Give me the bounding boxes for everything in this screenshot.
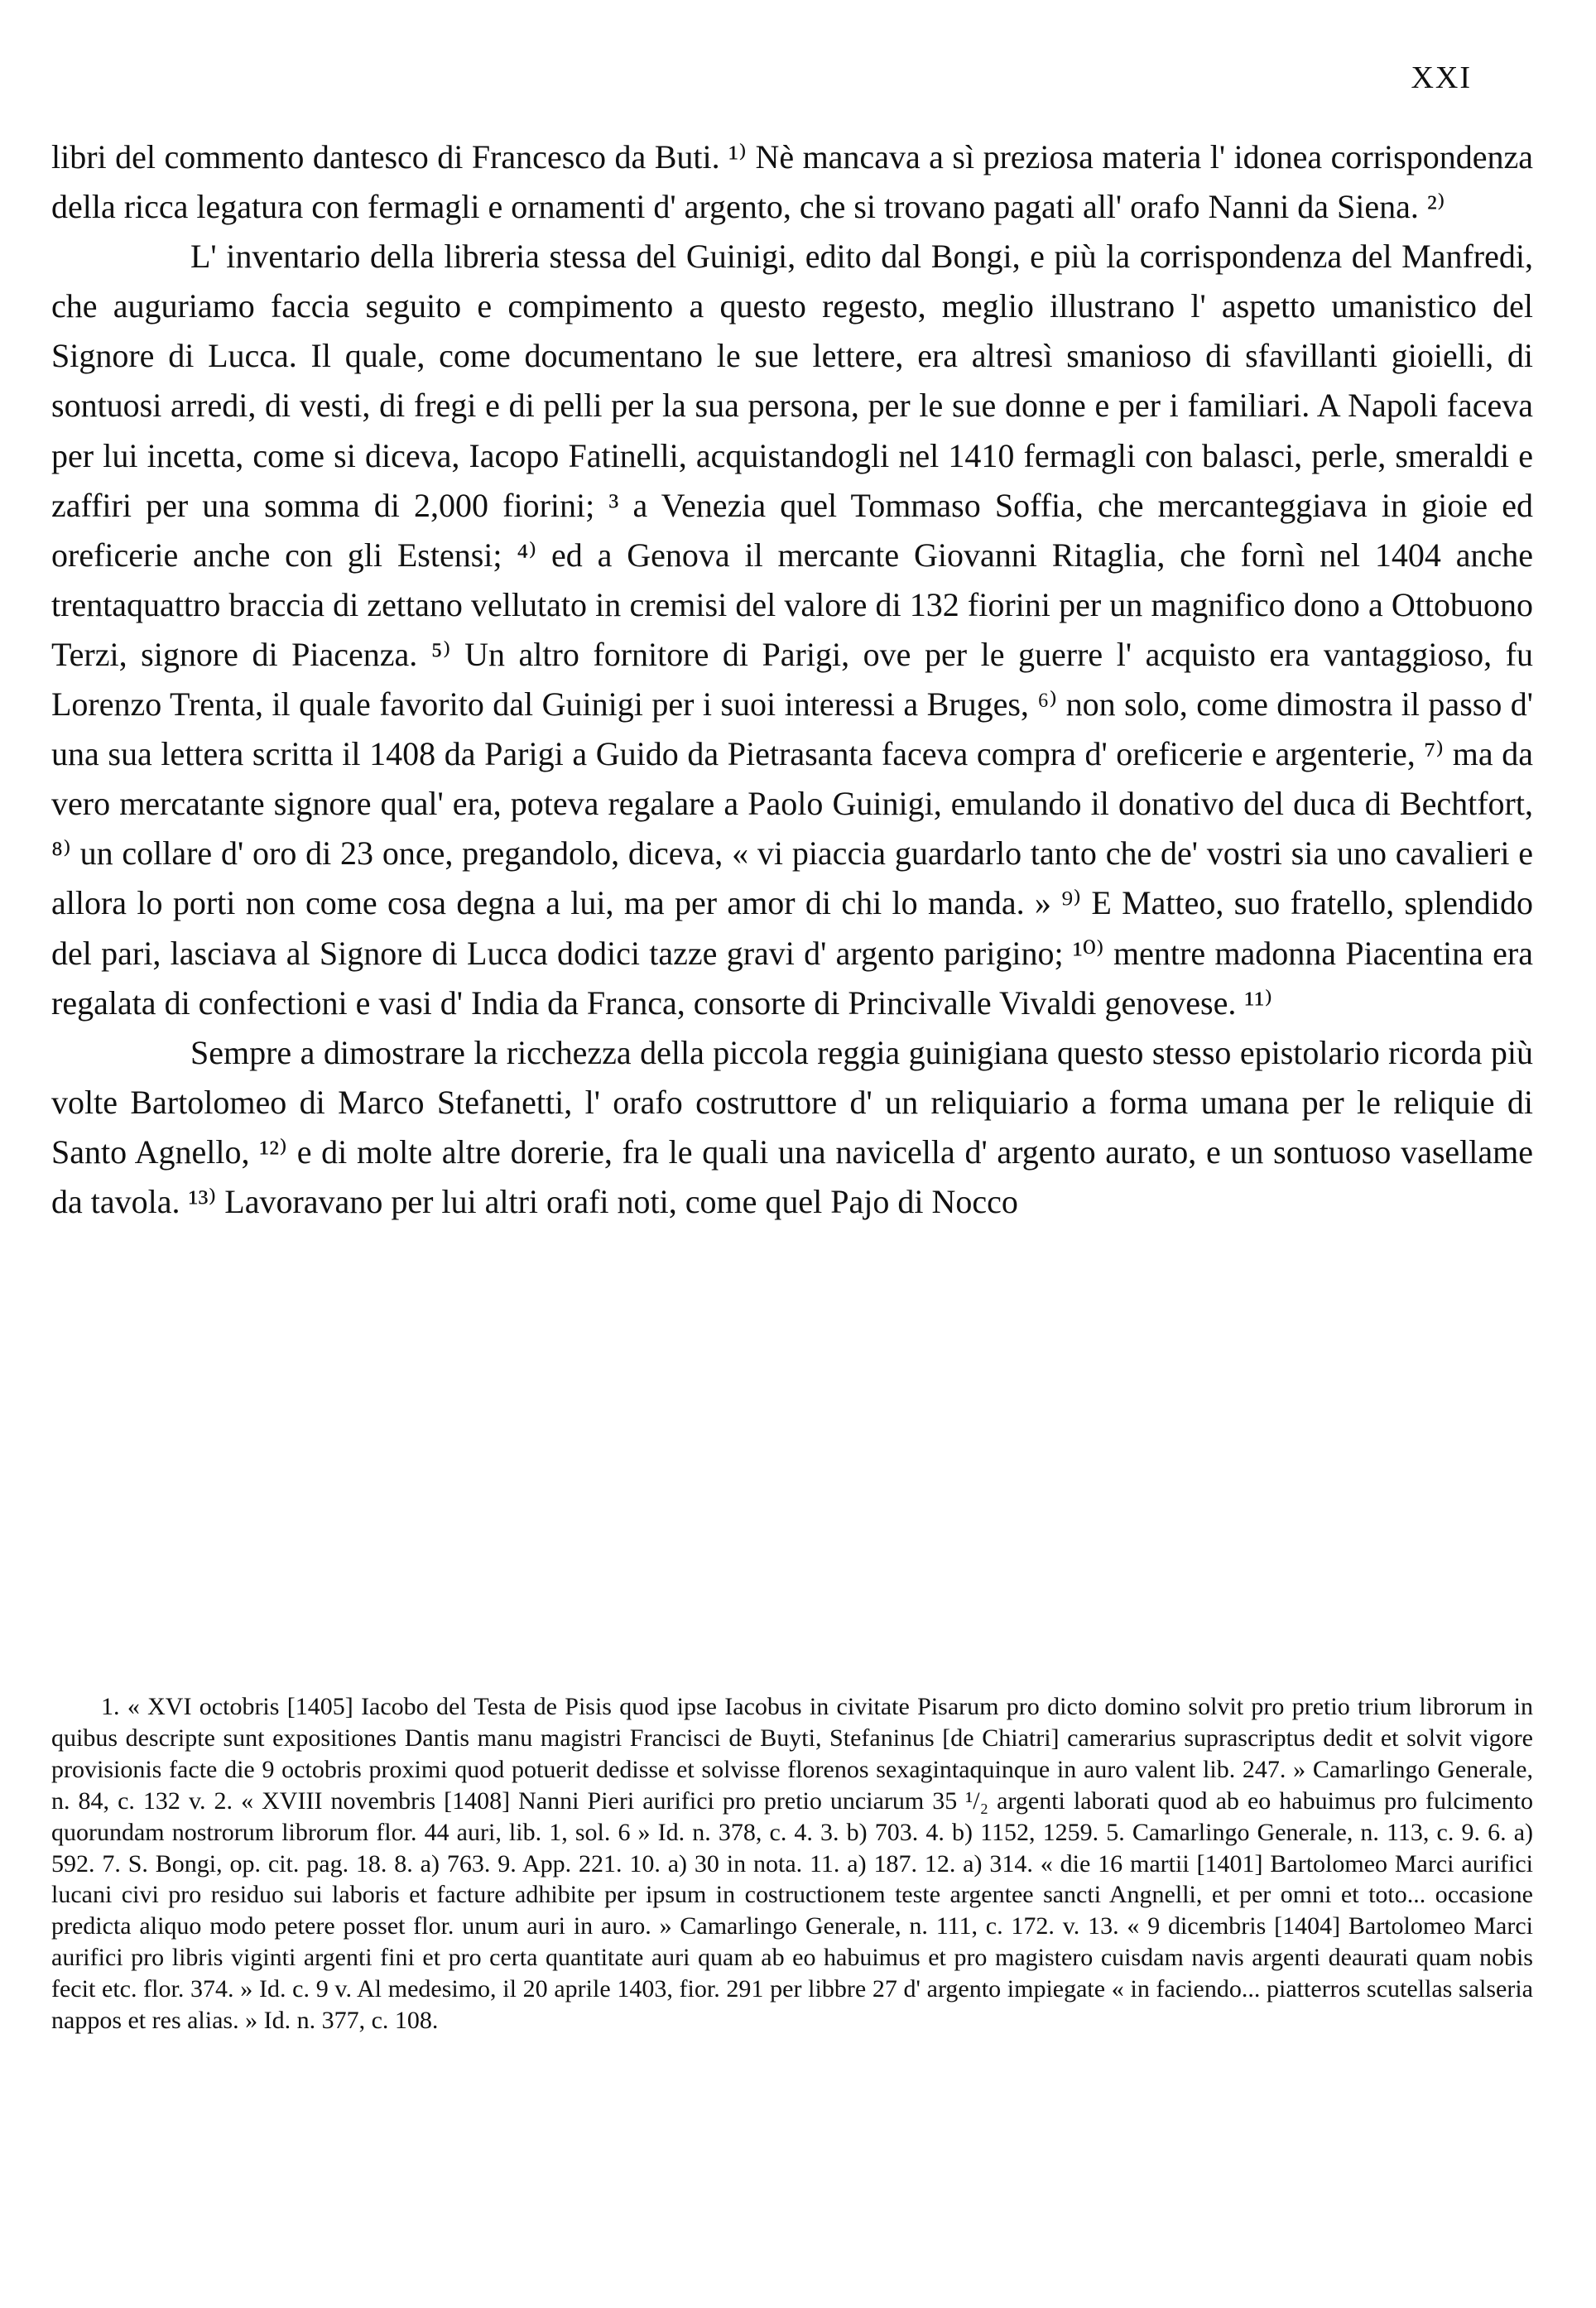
footnotes [51, 1691, 1533, 2036]
body-paragraph-3: Sempre a dimostrare la ricchezza della piccola reggia guinigiana questo stesso epistolario ricorda più volte Bartolomeo di Marco Stefanetti, l' orafo costruttore d' un reliquiario a forma umana per le reliquie di Santo Agnello, ¹²⁾ e di molte altre dorerie, fra le quali una navicella d' argento aurato, e un sontuoso vasellame da tavola. ¹³⁾ Lavoravano per lui altri orafi noti, come quel Pajo di Nocco [51, 1033, 1533, 1220]
footnotes-text: 1. « XVI octobris [1405] Iacobo del Testa de Pisis quod ipse Iacobus in civitate Pisarum pro dicto domino solvit pro pretio trium librorum in quibus descripte sunt expositiones Dantis manu magistri Francisci de Buyti, Stefaninus [de Chiatri] camerarius suprascriptus dedit et solvit vigore provisionis facte die 9 octobris proximi quod potuerit dedisse et solvisse florenos sexagintaquinque in auro valent lib. 247. » Camarlingo Generale, n. 84, c. 132 v. 2. « XVIII novembris [1408] Nanni Pieri aurifici pro pretio unciarum 35 ¹/₂ argenti laborati quod ab eo habuimus pro fulcimento quorundam nostrorum librorum flor. 44 auri, lib. 1, sol. 6 » Id. n. 378, c. 4. 3. b) 703. 4. b) 1152, 1259. 5. Camarlingo Generale, n. 113, c. 9. 6. a) 592. 7. S. Bongi, op. cit. pag. 18. 8. a) 763. 9. App. 221. 10. a) 30 in nota. 11. a) 187. 12. a) 314. « die 16 martii [1401] Bartolomeo Marci aurifici lucani civi pro residuo sui laboris et facture adhibite per ipsum in costructionem teste argentee sancti Angnelli, et per omni et toto... occasione predicta aliquo modo petere posset flor. unum auri in auro. » Camarlingo Generale, n. 111, c. 172. v. 13. « 9 dicembris [1404] Bartolomeo Marci aurifici pro libris viginti argenti fini et pro certa quantitate auri quam ab eo habuimus et pro magistero cuisdam navis argenti deaurati quam nobis fecit etc. flor. 374. » Id. c. 9 v. Al medesimo, il 20 aprile 1403, fior. 291 per libbre 27 d' argento impiegate « in faciendo... piatterros scutellas salseria nappos et res alias. » Id. n. 377, c. 108. [51, 1693, 1533, 2035]
main-text [51, 132, 1533, 1227]
page-number: XXI [1411, 60, 1472, 95]
body-paragraph-2: L' inventario della libreria stessa del Guinigi, edito dal Bongi, e più la corrispondenza del Manfredi, che auguriamo faccia seguito e compimento a questo regesto, meglio illustrano l' aspetto umanistico del Signore di Lucca. Il quale, come documentano le sue lettere, era altresì smanioso di sfavillanti gioielli, di sontuosi arredi, di vesti, di fregi e di pelli per la sua persona, per le sue donne e per i familiari. A Napoli faceva per lui incetta, come si diceva, Iacopo Fatinelli, acquistandogli nel 1410 fermagli con balasci, perle, smeraldi e zaffiri per una somma di 2,000 fiorini; ³ a Venezia quel Tommaso Soffia, che mercanteggiava in gioie ed oreficerie anche con gli Estensi; ⁴⁾ ed a Genova il mercante Giovanni Ritaglia, che fornì nel 1404 anche trentaquattro braccia di zettano vellutato in cremisi del valore di 132 fiorini per un magnifico dono a Ottobuono Terzi, signore di Piacenza. ⁵⁾ Un altro fornitore di Parigi, ove per le guerre l' acquisto era vantaggioso, fu Lorenzo Trenta, il quale favorito dal Guinigi per i suoi interessi a Bruges, ⁶⁾ non solo, come dimostra il passo d' una sua lettera scritta il 1408 da Parigi a Guido da Pietrasanta faceva compra d' oreficerie e argenterie, ⁷⁾ ma da vero mercatante signore qual' era, poteva regalare a Paolo Guinigi, emulando il donativo del duca di Bechtfort, ⁸⁾ un collare d' oro di 23 once, pregandolo, diceva, « vi piaccia guardarlo tanto che de' vostri sia uno cavalieri e allora lo porti non come cosa degna a lui, ma per amor di chi lo manda. » ⁹⁾ E Matteo, suo fratello, splendido del pari, lasciava al Signore di Lucca dodici tazze gravi d' argento parigino; ¹⁰⁾ mentre madonna Piacentina era regalata di confectioni e vasi d' India da Franca, consorte di Princivalle Vivaldi genovese. ¹¹⁾ [51, 238, 1533, 1022]
body-paragraph-1: libri del commento dantesco di Francesco da Buti. ¹⁾ Nè mancava a sì preziosa materia l' idonea corrispondenza della ricca legatura con fermagli e ornamenti d' argento, che si trovano pagati all' orafo Nanni da Siena. ²⁾ [51, 138, 1533, 226]
